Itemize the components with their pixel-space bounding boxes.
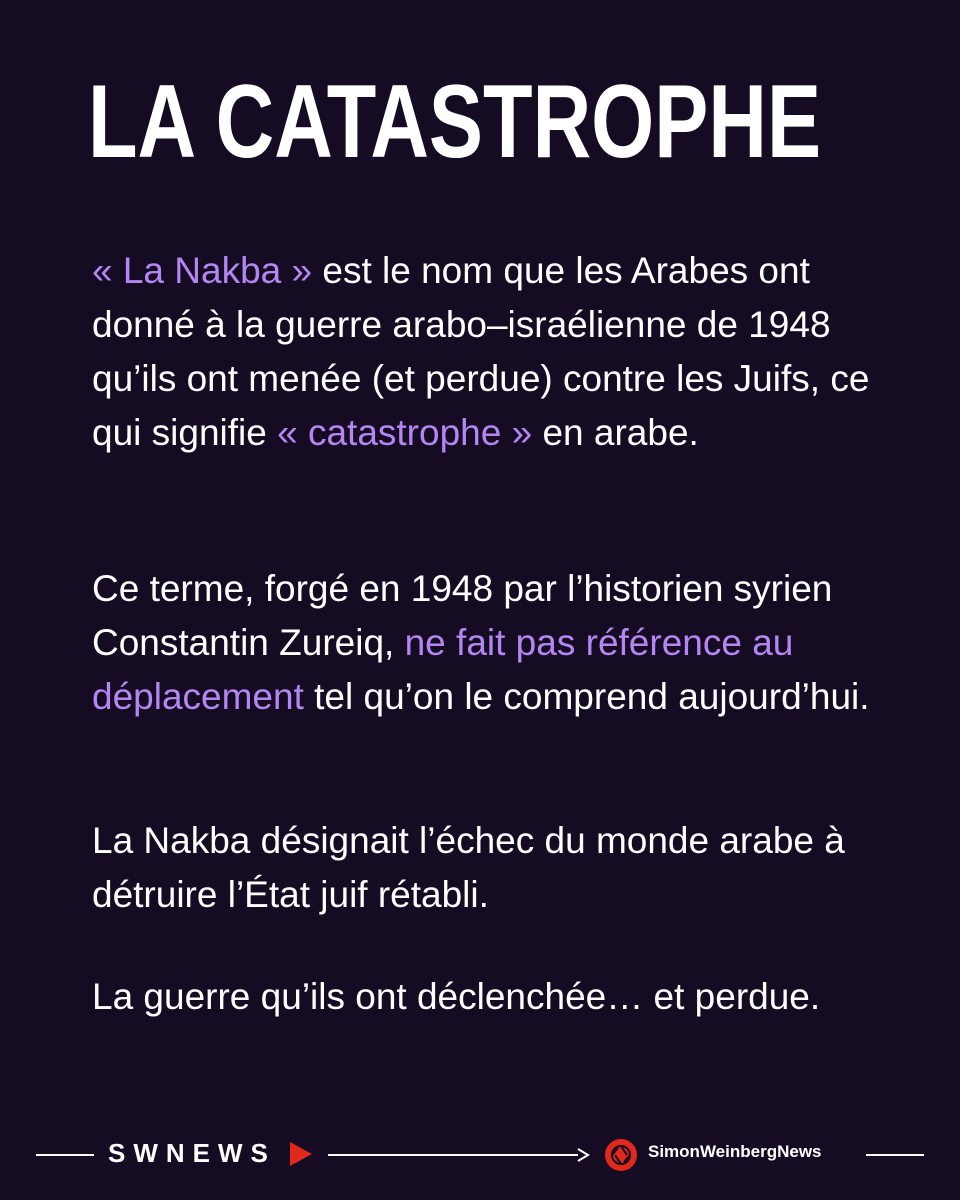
highlight-catastrophe: « catastrophe »	[277, 412, 533, 453]
footer-divider-left	[36, 1154, 94, 1156]
footer-divider-right	[866, 1154, 924, 1156]
camera-shutter-icon	[604, 1138, 638, 1172]
paragraph-term-origin	[92, 562, 892, 724]
paragraph-text: en arabe.	[532, 412, 699, 453]
footer-divider-middle	[328, 1154, 578, 1156]
footer	[0, 1128, 960, 1180]
paragraph-text: tel qu’on le comprend aujourd’hui.	[303, 676, 870, 717]
paragraph-text: est le nom que les Arabes ont donné à la guerre arabo–israélienne de 1948 qu’ils ont menée (et perdue) contre les Juifs, ce qui signifie	[92, 250, 870, 453]
paragraph-text: Ce terme, forgé en 1948 par l’historien syrien Constantin Zureiq,	[92, 568, 833, 663]
paragraph-meaning: La Nakba désignait l’échec du monde arabe à détruire l’État juif rétabli.	[92, 820, 845, 915]
highlight-deplacement: ne fait pas référence au déplacement	[92, 622, 794, 717]
page-title: LA CATASTROPHE	[88, 64, 822, 180]
play-icon	[288, 1140, 314, 1168]
highlight-la-nakba: « La Nakba »	[92, 250, 313, 291]
social-handle: SimonWeinbergNews	[648, 1142, 822, 1161]
brand-logo: SWNEWS	[108, 1138, 276, 1168]
arrow-right-icon	[574, 1147, 592, 1163]
paragraph-nakba-definition	[92, 244, 892, 460]
paragraph-conclusion: La guerre qu’ils ont déclenchée… et perdue.	[92, 976, 821, 1017]
